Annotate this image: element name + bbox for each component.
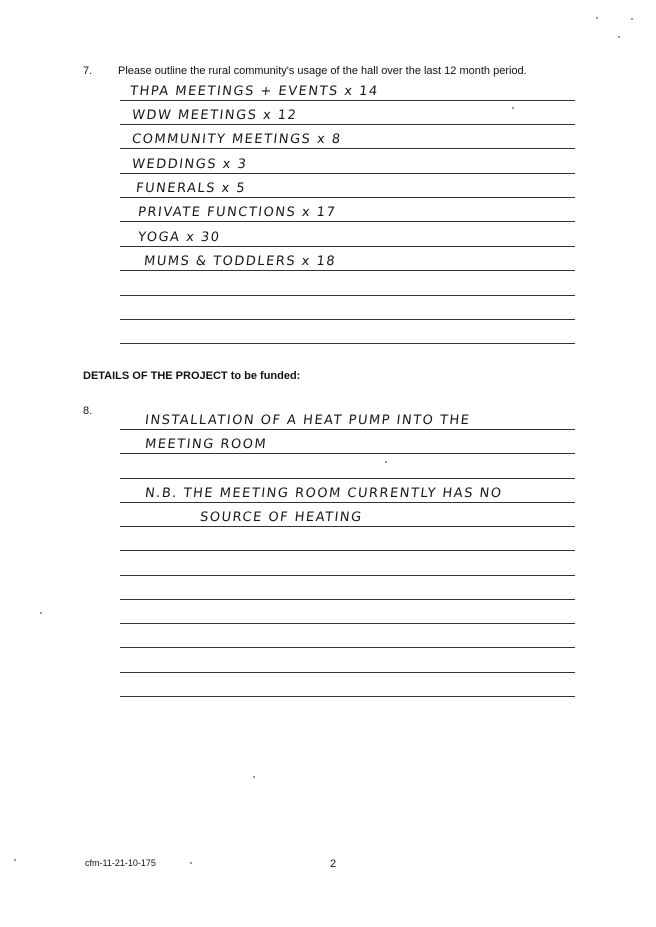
answer-line (120, 599, 575, 600)
answer-line (120, 575, 575, 576)
answer-line (120, 197, 575, 198)
handwritten-answer: YOGA x 30 (137, 230, 222, 245)
answer-line (120, 173, 575, 174)
answer-line (120, 647, 575, 648)
answer-line (120, 221, 575, 222)
handwritten-answer: FUNERALS x 5 (135, 181, 247, 196)
answer-line (120, 100, 575, 101)
handwritten-answer: WDW MEETINGS x 12 (131, 108, 299, 123)
answer-line (120, 295, 575, 296)
answer-line (120, 623, 575, 624)
answer-line (120, 550, 575, 551)
scan-speck (385, 461, 387, 463)
answer-line (120, 246, 575, 247)
footer-reference: cfm-11-21-10-175 (85, 858, 156, 868)
answer-line (120, 502, 575, 503)
handwritten-answer: MUMS & TODDLERS x 18 (143, 254, 337, 269)
scan-speck (631, 18, 633, 20)
scan-speck (618, 36, 620, 38)
handwritten-answer: THPA MEETINGS + EVENTS x 14 (129, 84, 380, 99)
handwritten-answer: WEDDINGS x 3 (131, 157, 248, 172)
scan-speck (253, 776, 255, 778)
handwritten-answer: COMMUNITY MEETINGS x 8 (131, 132, 343, 147)
handwritten-answer: PRIVATE FUNCTIONS x 17 (137, 205, 338, 220)
section-heading: DETAILS OF THE PROJECT to be funded: (83, 370, 301, 382)
handwritten-answer: N.B. THE MEETING ROOM CURRENTLY HAS NO (144, 486, 504, 501)
answer-line (120, 429, 575, 430)
question-8-number: 8. (83, 405, 93, 417)
handwritten-answer: MEETING ROOM (144, 437, 268, 452)
answer-line (120, 672, 575, 673)
page-number: 2 (330, 858, 337, 870)
answer-line (120, 696, 575, 697)
question-7-number: 7. (83, 65, 93, 77)
answer-line (120, 478, 575, 479)
scan-speck (596, 17, 598, 19)
question-7-prompt: Please outline the rural community's usage of the hall over the last 12 month period. (118, 65, 527, 77)
scan-speck (512, 107, 514, 109)
answer-line (120, 526, 575, 527)
answer-line (120, 148, 575, 149)
scan-speck (190, 862, 192, 864)
handwritten-answer: SOURCE OF HEATING (199, 510, 364, 525)
answer-line (120, 319, 575, 320)
answer-line (120, 453, 575, 454)
answer-line (120, 343, 575, 344)
scan-speck (40, 612, 42, 614)
scan-speck (14, 859, 16, 861)
answer-line (120, 124, 575, 125)
handwritten-answer: INSTALLATION OF A HEAT PUMP INTO THE (144, 413, 472, 428)
answer-line (120, 270, 575, 271)
